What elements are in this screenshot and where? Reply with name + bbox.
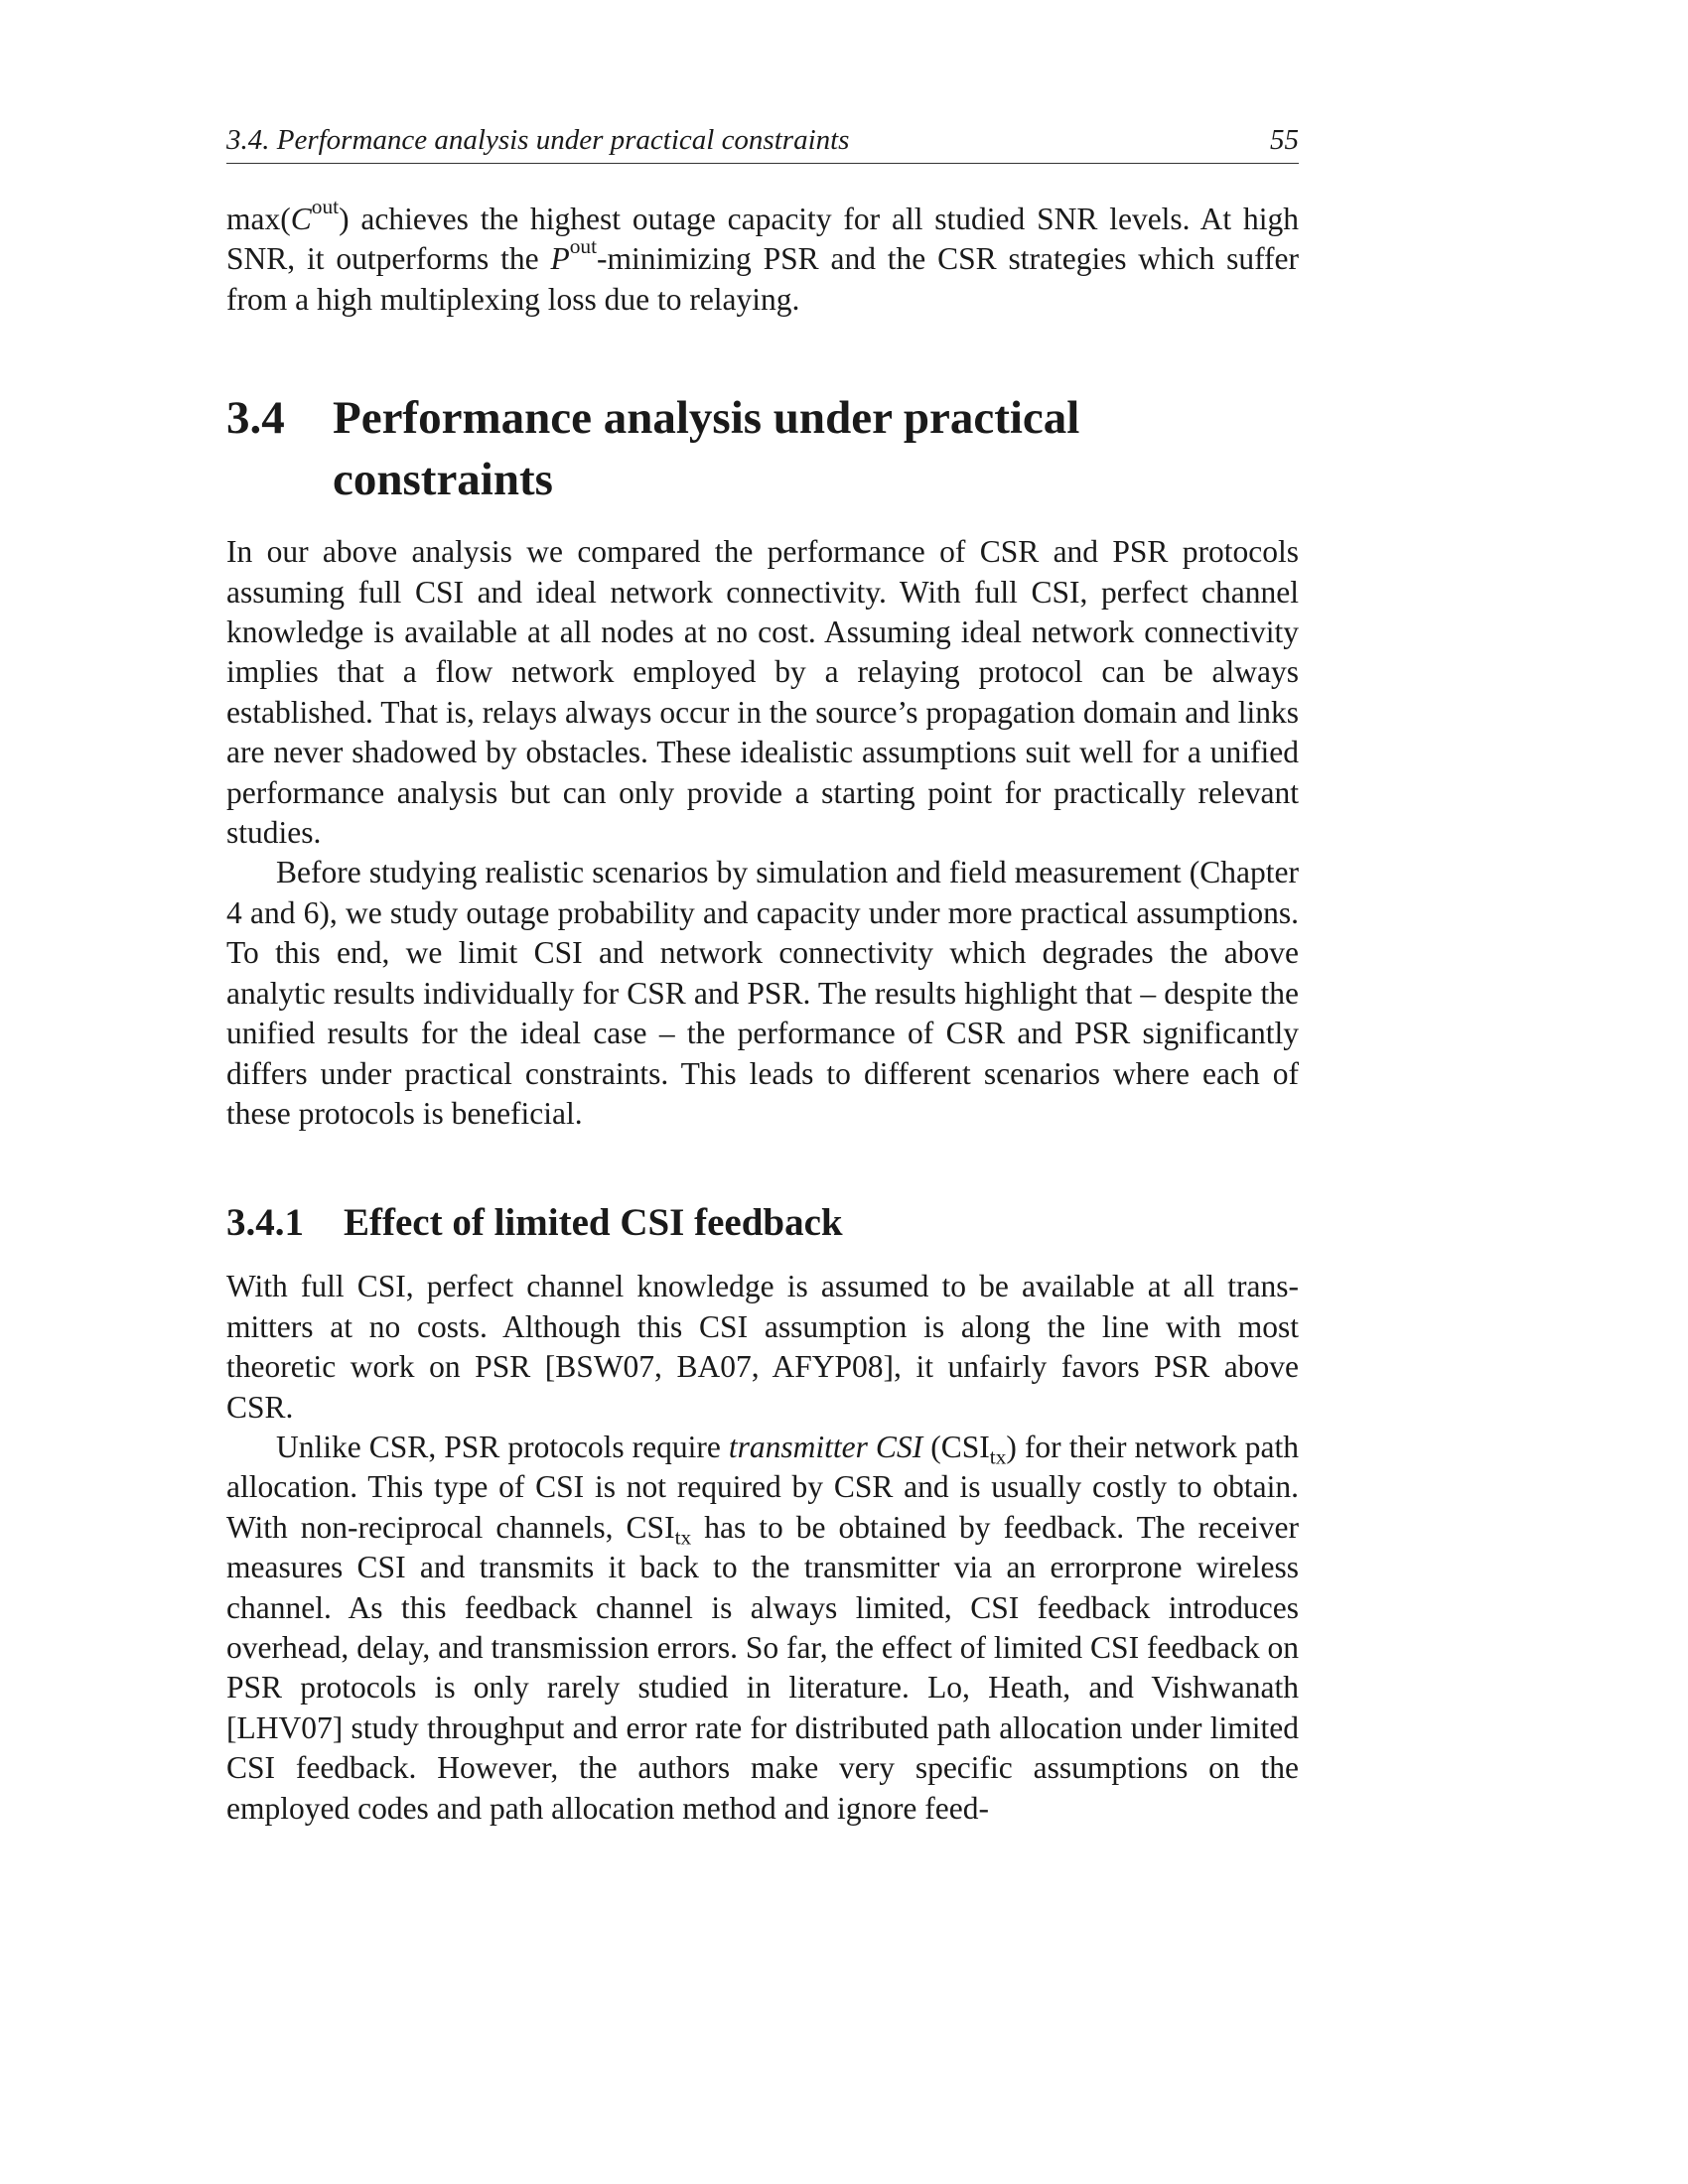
intro-text-1: max( [226,202,291,236]
p2-text-1: Unlike CSR, PSR protocols require [276,1429,729,1464]
intro-var-p: P [550,241,570,277]
section-paragraph-2: Before studying realistic scenarios by simulation and field measurement (Chapter 4 and 6), we study outage probability and capacity under more practical assumptions. To this end, we limit CSI and network connectivity which degrades the above analytic results individually for CSR and PSR. The results highlight that – despite the unified results for the ideal case – the performance of CSR and PSR significantly differs under practical constraints. This leads to different scenarios where each of these protocols is beneficial. [226,855,1299,1131]
subsection-title: Effect of limited CSI feedback [344,1201,843,1245]
p2-text-3: ) for their network path allocation. This type of CSI is not required by CSR and is usually costly to obtain. With non-reciprocal channels, CSI [226,1429,1299,1545]
p2-text-4: has to be obtained by feedback. The receiver measures CSI and transmits it back to the transmitter via an errorprone wireless channel. As this feedback channel is always limited, CSI feedback introduces overhead, delay, and transmission errors. So far, the effect of limited CSI feedback on PSR protocols is only rarely studied in literature. Lo, Heath, and Vishwanath [LHV07] study throughput and error rate for distributed path allocation under limited CSI feedback. However, the authors make very specific assumptions on the employed codes and path allocation method and ignore feed- [226,1509,1299,1826]
section-number: 3.4 [226,392,285,445]
subsection-paragraph-1: With full CSI, perfect channel knowledge is assumed to be available at all transmitters at no costs. Although this CSI assumption is along the line with most theoretic work on PSR [BSW07, BA07, AFYP08], it unfairly favors PSR above CSR. [226,1269,1299,1425]
p2-sub-tx-1: tx [989,1444,1007,1469]
subsection-number: 3.4.1 [226,1201,304,1245]
section-heading [226,387,1299,510]
intro-var-c: C [290,202,312,236]
intro-sup-out-2: out [569,234,598,259]
intro-sup-out-1: out [311,194,340,218]
p2-sub-tx-2: tx [674,1525,692,1550]
subsection-paragraph-2 [226,1428,1299,1829]
page-number: 55 [1270,124,1299,156]
document-page [226,123,1299,1829]
intro-text-3: -minimizing PSR and the CSR strategies which suffer from a high multiplexing loss due to relaying. [226,241,1299,317]
subsection-heading [226,1199,1299,1247]
p2-text-2: (CSI [922,1429,990,1464]
p2-term-transmitter-csi: transmitter CSI [728,1429,923,1464]
section-title: Performance analysis under practical constraints [333,392,1080,506]
section-paragraph-1: In our above analysis we compared the performance of CSR and PSR protocols assuming full CSI and ideal network connectivity. With full CSI, perfect channel knowledge is available at all nodes at no cost. Assuming ideal network connectivity implies that a flow network employed by a relaying protocol can be always established. That is, relays always occur in the source’s propagation domain and links are never shadowed by obstacles. These idealistic assumptions suit well for a unified performance analysis but can only provide a starting point for practically relevant studies. [226,534,1299,851]
intro-text-2: ) achieves the highest outage capacity for all studied SNR levels. At high SNR, it outperforms the [226,202,1299,277]
running-head [226,123,1299,164]
running-head-title: 3.4. Performance analysis under practical constraints [226,124,850,156]
intro-paragraph [226,194,1299,320]
